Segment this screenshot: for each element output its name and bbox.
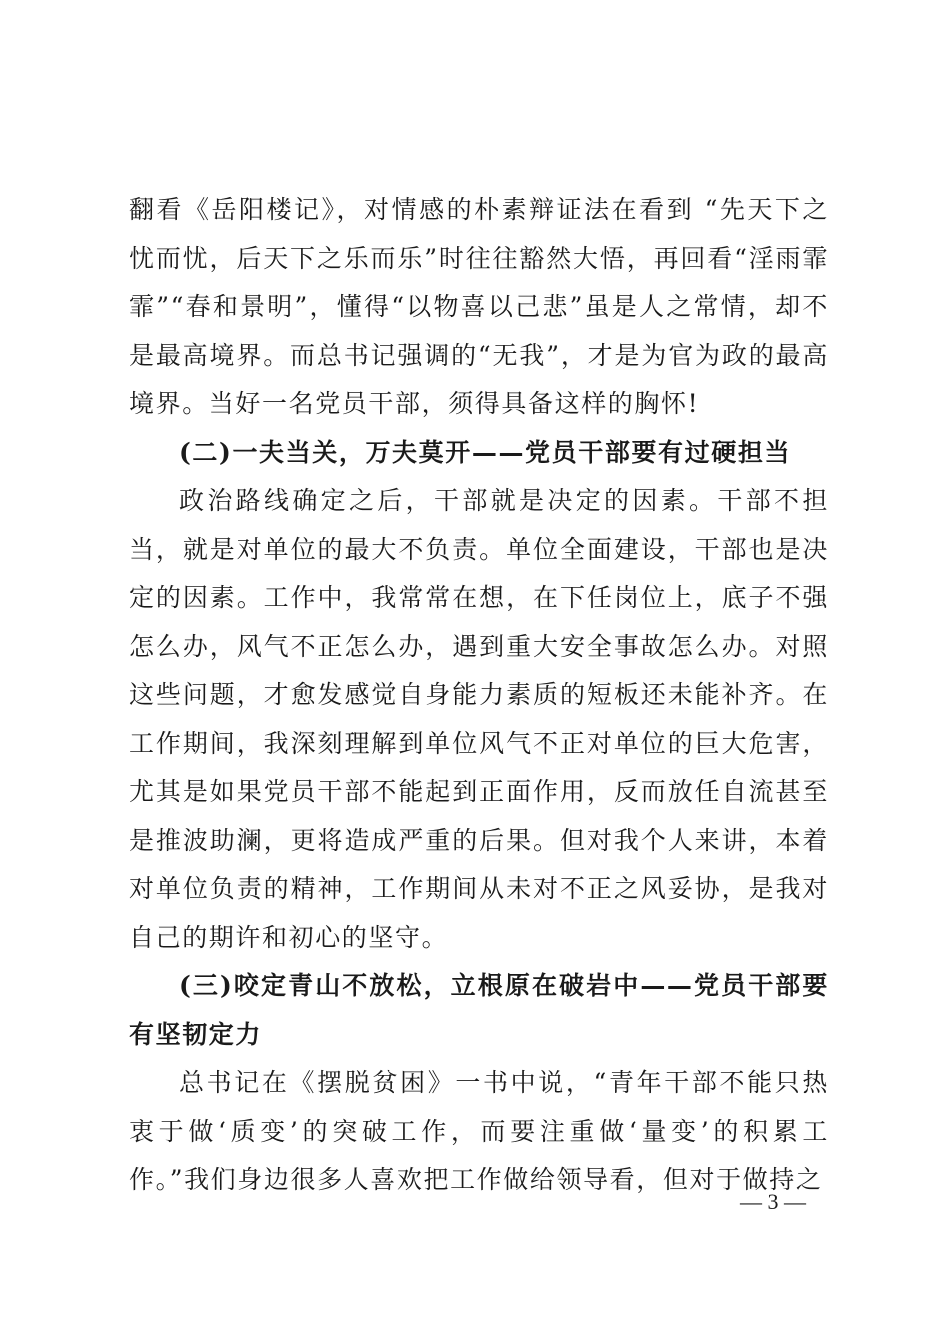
paragraph-2: 政治路线确定之后，干部就是决定的因素。干部不担当，就是对单位的最大不负责。单位全面建设，干部也是决定的因素。工作中，我常常在想，在下任岗位上，底子不强怎么办，风气不正怎么办，遇到重大安全事故怎么办。对照这些问题，才愈发感觉自身能力素质的短板还未能补齐。在工作期间，我深刻理解到单位风气不正对单位的巨大危害，尤其是如果党员干部不能起到正面作用，反而放任自流甚至是推波助澜，更将造成严重的后果。但对我个人来讲，本着对单位负责的精神，工作期间从未对不正之风妥协，是我对自己的期许和初心的坚守。 bbox=[129, 486, 829, 952]
page-number: — 3 — bbox=[740, 1189, 806, 1214]
paragraph-3: 总书记在《摆脱贫困》一书中说，“青年干部不能只热衷于做‘质变’的突破工作，而要注重做‘量变’的积累工作。”我们身边很多人喜欢把工作做给领导看，但对于做持之 bbox=[129, 1068, 829, 1194]
section-heading-3: (三)咬定青山不放松，立根原在破岩中——党员干部要有坚韧定力 bbox=[129, 971, 829, 1049]
paragraph-1: 翻看《岳阳楼记》，对情感的朴素辩证法在看到 “先天下之忧而忧，后天下之乐而乐”时往往豁然大悟，再回看“淫雨霏霏”“春和景明”，懂得“以物喜以己悲”虽是人之常情，却不是最高境界。而总书记强调的“无我”，才是为官为政的最高境界。当好一名党员干部，须得具备这样的胸怀! bbox=[129, 195, 829, 418]
document-body bbox=[129, 186, 829, 1205]
section-heading-2: (二)一夫当关，万夫莫开——党员干部要有过硬担当 bbox=[179, 437, 792, 467]
